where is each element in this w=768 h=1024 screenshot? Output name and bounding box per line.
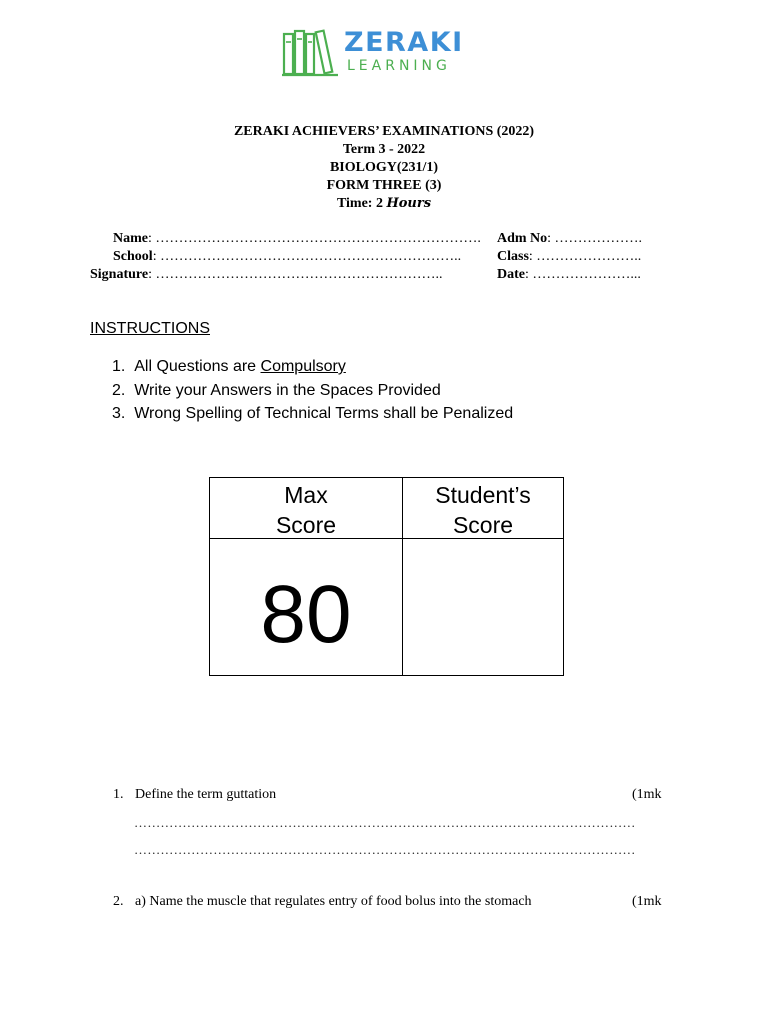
question-marks: (1mk	[632, 894, 662, 909]
instructions-list	[112, 355, 513, 426]
exam-header	[0, 123, 768, 213]
max-score-header-line1: Max	[284, 482, 328, 508]
question-number: 2.	[113, 894, 124, 909]
name-label: Name	[113, 231, 148, 246]
class-field[interactable]	[497, 249, 641, 265]
student-score-header	[403, 480, 563, 540]
logo-subtitle: LEARNING	[347, 58, 451, 74]
signature-label: Signature	[90, 267, 149, 282]
name-field[interactable]	[113, 231, 481, 247]
max-score-header-line2: Score	[275, 512, 337, 538]
signature-field[interactable]	[90, 267, 442, 283]
school-label: School	[113, 249, 153, 264]
instruction-number: 2.	[112, 381, 126, 399]
adm-no-dots: : ……………….	[547, 231, 643, 246]
exam-time-unit: Hours	[386, 196, 432, 211]
signature-dots: : ……………………………………………………..	[148, 267, 443, 282]
adm-no-field[interactable]	[497, 231, 642, 247]
zeraki-books-logo-icon	[282, 28, 338, 78]
answer-line[interactable]: ……………………………………………………………………………………………………	[134, 842, 636, 857]
student-score-header-line2: Score	[452, 512, 514, 538]
question-marks: (1mk	[632, 787, 662, 802]
date-label: Date	[497, 267, 525, 282]
exam-time-label: Time: 2	[336, 196, 383, 211]
instruction-text: Write your Answers in the Spaces Provided	[134, 381, 441, 399]
score-table	[209, 477, 564, 676]
answer-line[interactable]: ……………………………………………………………………………………………………	[134, 815, 636, 830]
date-field[interactable]	[497, 267, 641, 283]
instruction-text: Wrong Spelling of Technical Terms shall be Penalized	[134, 405, 514, 422]
school-dots: : ………………………………………………………..	[152, 249, 462, 264]
exam-subject: BIOLOGY(231/1)	[329, 160, 439, 175]
adm-no-label: Adm No	[497, 231, 548, 246]
date-dots: : …………………...	[525, 267, 641, 282]
exam-time	[0, 195, 768, 213]
school-field[interactable]	[113, 249, 461, 265]
max-score-header	[210, 480, 402, 540]
instruction-number: 3.	[112, 405, 126, 422]
question-text: a) Name the muscle that regulates entry of food bolus into the stomach	[135, 894, 532, 909]
instruction-emphasis: Compulsory	[260, 358, 346, 375]
question-text: Define the term guttation	[135, 787, 277, 802]
student-score-cell[interactable]	[403, 539, 563, 675]
exam-title: ZERAKI ACHIEVERS’ EXAMINATIONS (2022)	[233, 124, 535, 139]
instruction-item	[112, 355, 513, 379]
student-score-header-line1: Student’s	[435, 482, 531, 508]
instructions-title: INSTRUCTIONS	[90, 320, 210, 337]
question-number: 1.	[113, 787, 124, 802]
exam-term: Term 3 - 2022	[342, 142, 426, 157]
exam-form: FORM THREE (3)	[326, 178, 442, 193]
instruction-number: 1.	[112, 358, 126, 375]
name-dots: : …………………………………………………………….	[148, 231, 481, 246]
class-label: Class	[497, 249, 529, 264]
instruction-item	[112, 379, 513, 403]
class-dots: : …………………..	[528, 249, 642, 264]
logo-wordmark: ZERAKI	[344, 27, 464, 58]
instruction-item	[112, 402, 513, 426]
max-score-value: 80	[260, 569, 352, 660]
instruction-text: All Questions are	[134, 358, 261, 375]
